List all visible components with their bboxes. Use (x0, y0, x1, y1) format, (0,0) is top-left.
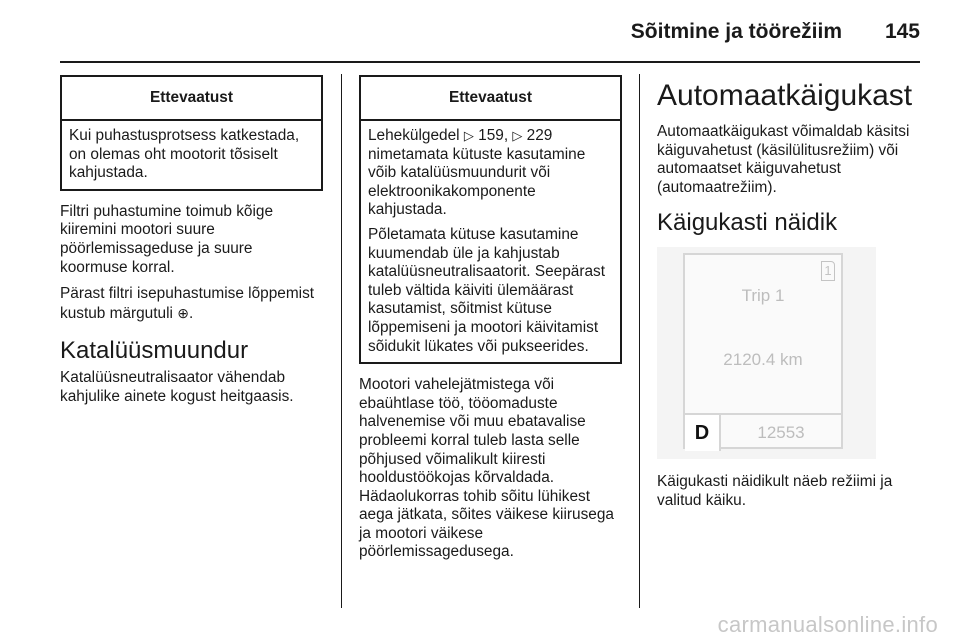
paragraph: Filtri puhastumine toimub kõige kiiremini mootori suure pöörlemissageduse ja suure koormuse korral. (60, 202, 274, 276)
book-icon: 1 (821, 261, 835, 281)
section-text: Katalüüsneutralisaator vähendab kahjulike ainete kogust heitgaasis. (60, 369, 294, 405)
watermark: carmanualsonline.info (717, 612, 938, 637)
dpf-warning-icon: ⊕ (177, 304, 189, 321)
page-ref-link[interactable]: 229 (526, 127, 553, 144)
warning-text-rest: nimetamata kütuste kasutamine võib katalüüsmuundurit või elektroonikakomponente kahjustada. (368, 145, 586, 219)
subsection-heading: Käigukasti näidik (657, 209, 838, 237)
ref-separator: , (503, 127, 509, 144)
odometer-value: 12553 (757, 423, 805, 443)
warning-text: Põletamata kütuse kasutamine kuumendab üle ja kahjustab katalüüsneutralisaatorit. Seepärast tuleb vältida käiviti ülemäärast kasutamist, sõitmist kütuse lõppemiseni ja mootori käivitamist sõidukit lükates või pukseerides. (368, 225, 605, 355)
column-left (60, 75, 323, 415)
page-number: 145 (884, 20, 920, 43)
paragraph-end: . (188, 304, 194, 322)
caption: Käigukasti näidikult näeb režiimi ja valitud käiku. (657, 473, 893, 509)
display-bottom-row (685, 413, 841, 451)
paragraph: Mootori vahelejätmistega või ebaühtlase töö, tööomaduste halvenemise või muu ebatavalise probleemi korral tuleb lasta selle põhjused võimalikult kiiresti hooldustöökojas kõrvaldada. Hädaolukorras tohib sõitu lühikest aega jätkata, sõites väikese kiirusega ja mootori väikese pöörlemissagedusega. (359, 376, 614, 561)
trip-label: Trip 1 (741, 286, 785, 306)
section-intro: Automaatkäigukast võimaldab käsitsi käiguvahetust (käsilülitusrežiim) või automaatset käiguvahetust (automaatrežiim). (657, 123, 910, 196)
paragraph-text: Pärast filtri isepuhastumise lõppemist kustub märgutuli (60, 285, 315, 322)
warning-text-prefix: Lehekülgedel (368, 127, 460, 144)
column-divider-right (639, 74, 640, 608)
column-middle (359, 75, 622, 570)
header-title: Sõitmine ja töörežiim (630, 20, 842, 43)
section-heading: Automaatkäigukast (657, 79, 913, 112)
page-ref-link[interactable]: 159 (478, 127, 504, 144)
warning-text (368, 127, 614, 220)
warning-title: Ettevaatust (361, 77, 620, 121)
gear-indicator: D (685, 415, 721, 451)
trip-distance: 2120.4 km (723, 350, 803, 370)
display-frame (683, 253, 843, 449)
section-heading: Katalüüsmuundur (60, 337, 249, 365)
column-divider-left (341, 74, 342, 608)
column-right (657, 75, 922, 519)
page-ref-arrow-icon: ▷ (512, 128, 523, 143)
paragraph (60, 285, 323, 323)
transmission-display-illustration (657, 247, 876, 459)
warning-text: Kui puhastusprotsess katkestada, on olemas oht mootorit tõsiselt kahjustada. (69, 127, 300, 182)
header-rule (60, 61, 920, 63)
warning-body (62, 121, 321, 189)
warning-box (60, 75, 323, 191)
page-header (0, 0, 960, 62)
warning-box (359, 75, 622, 364)
warning-title: Ettevaatust (62, 77, 321, 121)
page-ref-arrow-icon: ▷ (463, 128, 474, 143)
warning-body (361, 121, 620, 362)
